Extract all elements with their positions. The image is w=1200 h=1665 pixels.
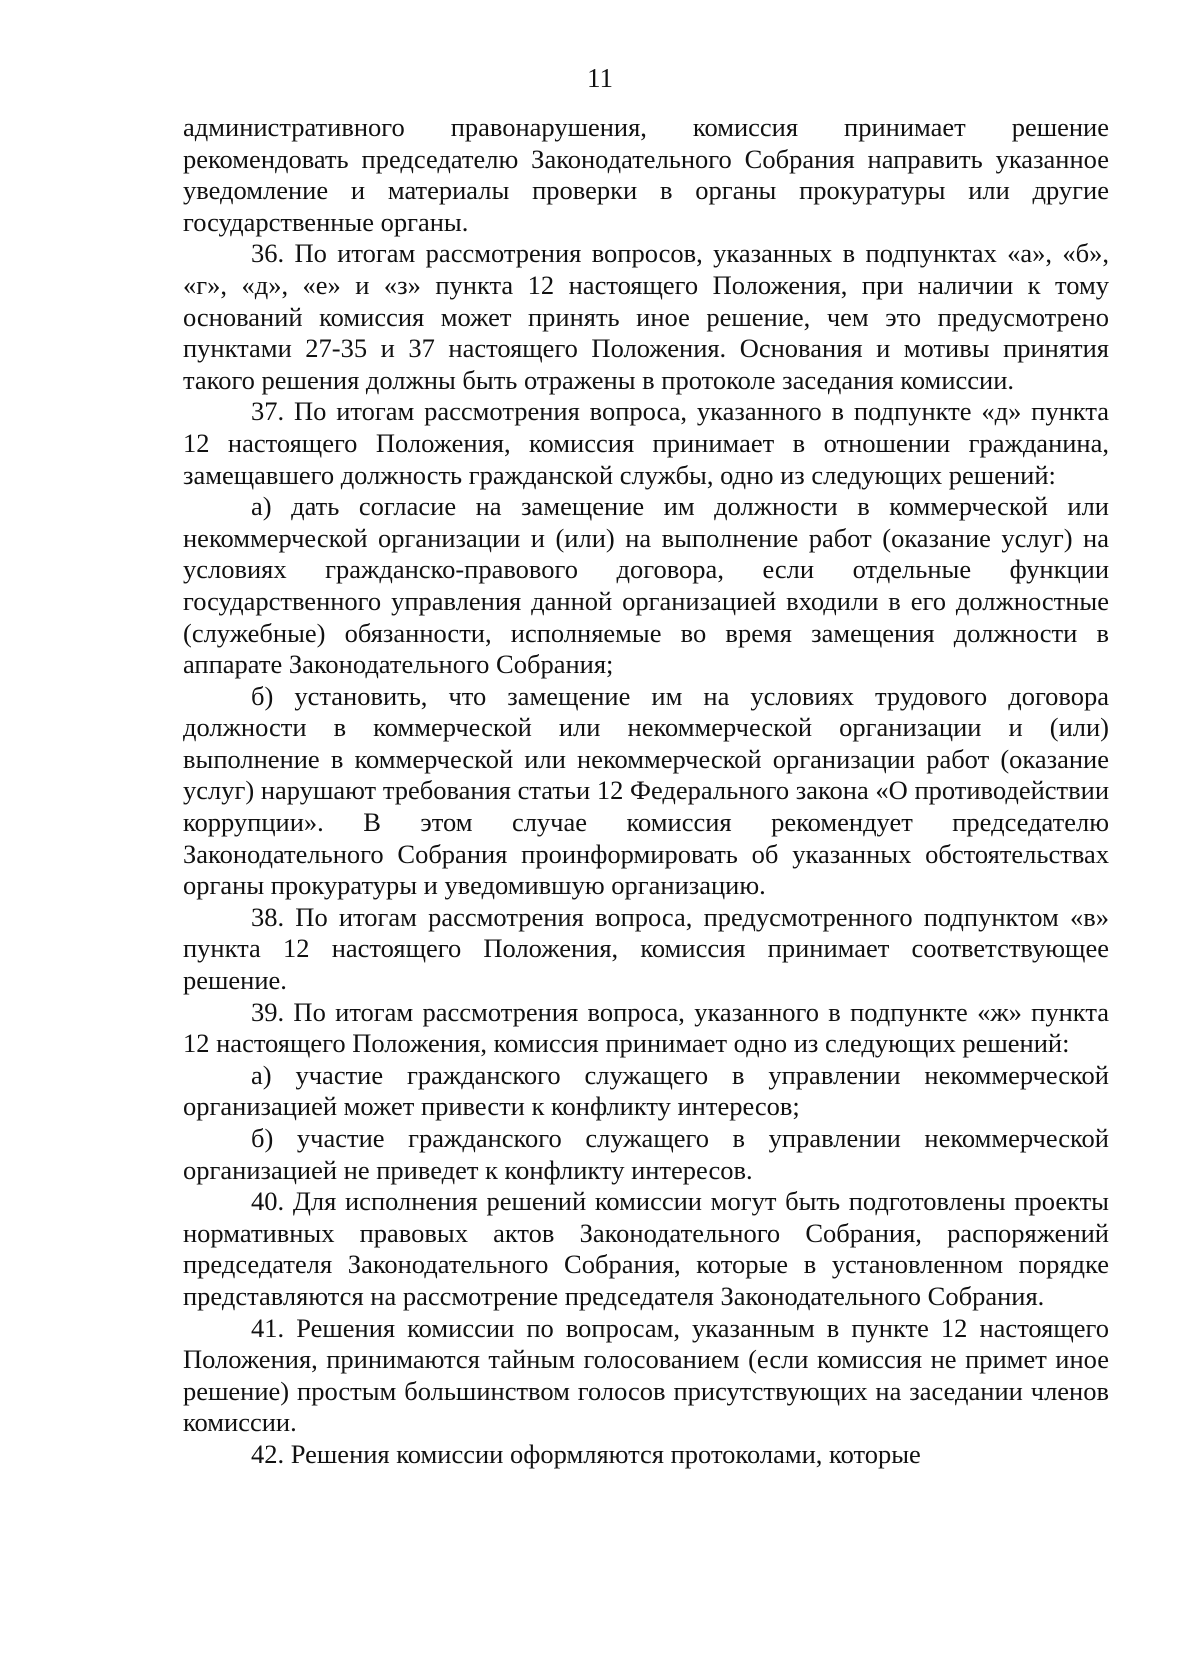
paragraph: а) участие гражданского служащего в управлении некоммерческой организацией может привести к конфликту интересов; (183, 1059, 1109, 1122)
paragraph: 37. По итогам рассмотрения вопроса, указанного в подпункте «д» пункта 12 настоящего Положения, комиссия принимает в отношении гражданина, замещавшего должность гражданской службы, одно из следующих решений: (183, 396, 1109, 490)
paragraph: б) участие гражданского служащего в управлении некоммерческой организацией не приведет к конфликту интересов. (183, 1123, 1109, 1185)
paragraph: 39. По итогам рассмотрения вопроса, указанного в подпункте «ж» пункта 12 настоящего Положения, комиссия принимает одно из следующих решений: (183, 996, 1109, 1059)
paragraph: а) дать согласие на замещение им должности в коммерческой или некоммерческой организации и (или) на выполнение работ (оказание услуг) на условиях гражданско-правового договора, если отдельные функции государственного управления данной организацией входили в его должностные (служебные) обязанности, исполняемые во время замещения должности в аппарате Законодательного Собрания; (183, 491, 1109, 680)
paragraph: административного правонарушения, комиссия принимает решение рекомендовать председателю Законодательного Собрания направить указанное уведомление и материалы проверки в органы прокуратуры или другие государственные органы. (183, 112, 1109, 237)
paragraph: 40. Для исполнения решений комиссии могут быть подготовлены проекты нормативных правовых актов Законодательного Собрания, распоряжений председателя Законодательного Собрания, которые в установленном порядке представляются на рассмотрение председателя Законодательного Собрания. (183, 1186, 1109, 1311)
paragraph: 38. По итогам рассмотрения вопроса, предусмотренного подпунктом «в» пункта 12 настоящего Положения, комиссия принимает соответствующее решение. (183, 901, 1109, 996)
paragraph: 41. Решения комиссии по вопросам, указанным в пункте 12 настоящего Положения, принимаются тайным голосованием (если комиссия не примет иное решение) простым большинством голосов присутствующих на заседании членов комиссии. (183, 1312, 1109, 1438)
page-number: 11 (587, 63, 613, 93)
paragraph: 36. По итогам рассмотрения вопросов, указанных в подпунктах «а», «б», «г», «д», «е» и «з» пункта 12 настоящего Положения, при наличии к тому оснований комиссия может принять иное решение, чем это предусмотрено пунктами 27-35 и 37 настоящего Положения. Основания и мотивы принятия такого решения должны быть отражены в протоколе заседания комиссии. (183, 238, 1109, 395)
paragraph: 42. Решения комиссии оформляются протоколами, которые (251, 1438, 921, 1469)
document-body (183, 112, 1109, 1471)
paragraph: б) установить, что замещение им на условиях трудового договора должности в коммерческой или некоммерческой организации и (или) выполнение в коммерческой или некоммерческой организации работ (оказание услуг) нарушают требования статьи 12 Федерального закона «О противодействии коррупции». В этом случае комиссия рекомендует председателю Законодательного Собрания проинформировать об указанных обстоятельствах органы прокуратуры и уведомившую организацию. (183, 680, 1109, 901)
